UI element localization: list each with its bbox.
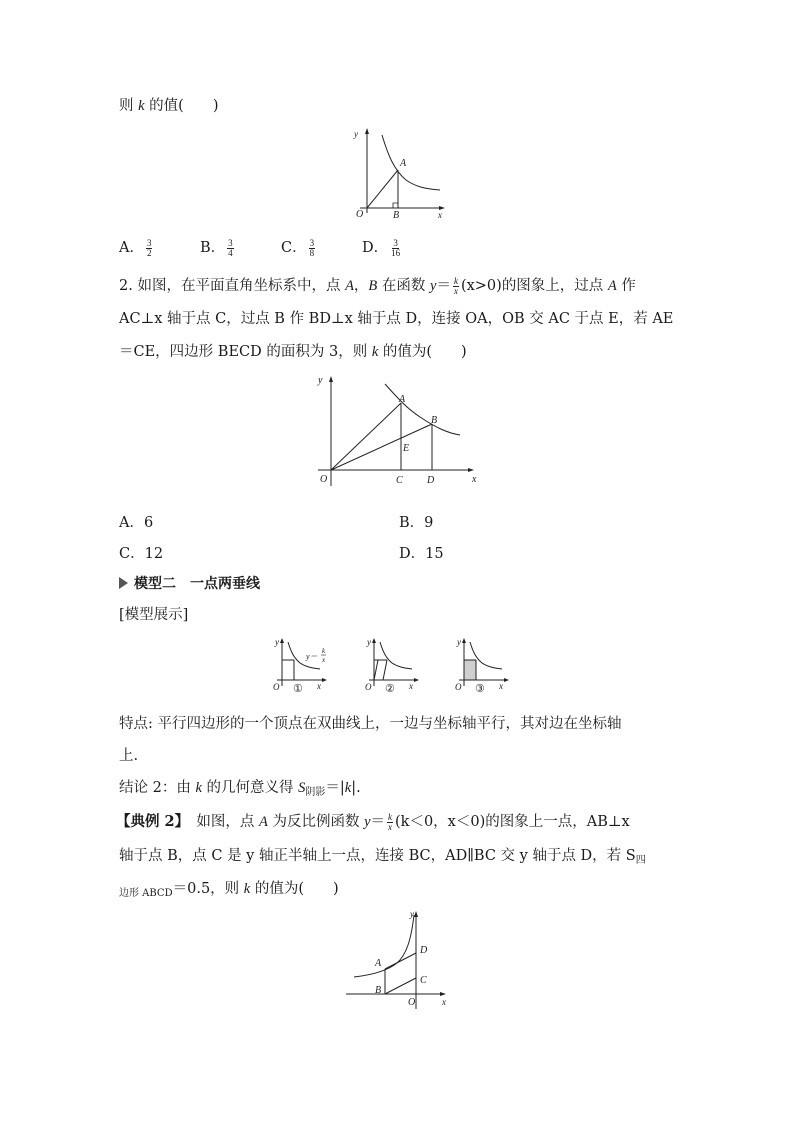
q1-fig-O: O <box>356 209 364 220</box>
ex2-var-A: A <box>259 814 268 830</box>
fig2-O: O <box>365 682 372 692</box>
q2-option-c: C．12 <box>119 546 164 562</box>
frac-num: 3 <box>393 237 398 248</box>
circle-2: ② <box>385 683 395 695</box>
q1-option-d-label: D． <box>362 240 389 256</box>
fig1-eq-x: x <box>322 656 326 664</box>
frac-den: x <box>388 821 393 832</box>
q2-fig-C: C <box>396 475 403 486</box>
ex2-line-3 <box>119 879 339 904</box>
q2-line-2: AC⊥x 轴于点 C，过点 B 作 BD⊥x 轴于点 D，连接 OA，OB 交 AC 于点 E，若 AE <box>119 311 674 327</box>
frac-den: 4 <box>228 247 233 258</box>
ex2-text: 如图，点 <box>181 814 259 830</box>
q2-text: ＝CE，四边形 BECD 的面积为 3，则 <box>119 344 372 360</box>
q1-option-a-label: A． <box>119 240 144 256</box>
q1-question-tail <box>119 96 218 116</box>
conclusion-text: |. <box>351 780 361 796</box>
q2-text: 作 <box>616 278 636 294</box>
model2-title-text: 模型二 一点两垂线 <box>134 576 260 592</box>
fig2-x: x <box>409 681 413 691</box>
model2-title <box>119 574 260 594</box>
ex2-line-1 <box>116 812 630 832</box>
q2-text: 在函数 <box>377 278 430 294</box>
ex2-fig-x: x <box>442 997 446 1007</box>
ex2-sub: 四 <box>635 855 646 866</box>
frac-num: k <box>453 275 458 286</box>
q2-option-b: B．9 <box>399 515 434 531</box>
q1-tail-prefix: 则 <box>119 98 139 114</box>
frac-num: 3 <box>309 237 315 248</box>
fig1-x: x <box>317 681 321 691</box>
q1-tail-var: k <box>138 98 145 114</box>
ex2-text: AB⊥x <box>586 814 630 830</box>
q2-fig-x: x <box>472 474 477 485</box>
q2-comma: ， <box>353 278 369 294</box>
conclusion-var-k: k <box>344 780 352 796</box>
q2-text: 2. 如图，在平面直角坐标系中，点 <box>119 278 346 294</box>
q2-var-B: B <box>368 278 378 294</box>
ex2-fig-O: O <box>408 997 416 1008</box>
q1-option-b-frac <box>227 239 234 258</box>
q2-eq: ＝ <box>436 278 451 294</box>
q1-option-b-label: B． <box>200 240 226 256</box>
q1-option-c-frac <box>309 239 316 258</box>
ex2-text: 的值为( ) <box>250 881 339 897</box>
ex2-text: 轴于点 B，点 C 是 y 轴正半轴上一点，连接 BC，AD∥BC 交 y 轴于点 D，若 S <box>119 848 636 864</box>
q2-fig-E: E <box>403 443 410 454</box>
ex2-cond: (k＜0，x＜0) <box>395 814 486 830</box>
ex2-fig-C: C <box>420 975 427 986</box>
ex2-var-k: k <box>243 881 251 897</box>
ex2-fig-D: D <box>420 945 428 956</box>
q1-option-c <box>281 238 317 258</box>
fig3-y: y <box>457 637 461 647</box>
ex2-text: 为反比例函数 <box>267 814 365 830</box>
q2-fig-D: D <box>427 475 435 486</box>
q2-text: 的值为( ) <box>378 344 467 360</box>
q2-var-A: A <box>345 278 354 294</box>
model2-show: [模型展示] <box>119 607 189 623</box>
q2-frac <box>453 277 459 296</box>
frac-den: 2 <box>146 247 152 258</box>
q1-option-d <box>362 238 403 258</box>
q1-option-d-frac <box>390 239 401 258</box>
fig3-x: x <box>499 681 503 691</box>
frac-num: k <box>388 811 393 822</box>
q2-var-k: k <box>371 344 379 360</box>
fig1-y: y <box>275 637 279 647</box>
ex2-sub: 边形 ABCD <box>119 888 173 899</box>
fig1-eq-k: k <box>322 647 326 655</box>
q1-fig-A: A <box>400 158 407 169</box>
fig2-y: y <box>367 637 371 647</box>
frac-num: 3 <box>228 237 233 248</box>
q1-option-c-label: C． <box>281 240 307 256</box>
conclusion-text: 的几何意义得 <box>201 780 299 796</box>
q1-tail-suffix: 的值( ) <box>144 98 219 114</box>
q1-fig-y: y <box>354 129 358 139</box>
model2-feature-line-2: 上. <box>119 748 139 764</box>
frac-den: 16 <box>391 247 401 258</box>
q2-option-d: D．15 <box>399 546 444 562</box>
q2-text: 的图象上，过点 <box>501 278 608 294</box>
circle-3: ③ <box>475 683 485 695</box>
ex2-fig-y: y <box>410 909 414 919</box>
frac-den: 8 <box>309 247 315 258</box>
fig1-O: O <box>273 682 280 692</box>
play-triangle-icon <box>119 577 128 589</box>
ex2-figure <box>342 905 454 1015</box>
q2-var-A: A <box>607 278 617 294</box>
q2-fig-A: A <box>399 394 406 405</box>
q2-fig-B: B <box>431 415 438 426</box>
model-figure-1 <box>272 636 332 694</box>
q1-figure <box>340 125 450 225</box>
conclusion-var-k: k <box>195 780 202 796</box>
ex2-tag: 【典例 2】 <box>116 813 182 830</box>
q2-var-y: y <box>430 278 437 294</box>
ex2-fig-A: A <box>375 958 382 969</box>
q1-option-b <box>200 238 236 258</box>
q2-option-a: A．6 <box>119 515 154 531</box>
conclusion-text: 结论 2：由 <box>119 780 196 796</box>
q1-option-a <box>119 238 154 258</box>
frac-num: 3 <box>146 237 152 248</box>
ex2-line-2 <box>119 846 646 871</box>
model2-feature-line-1: 特点: 平行四边形的一个顶点在双曲线上，一边与坐标轴平行，其对边在坐标轴 <box>119 716 622 732</box>
ex2-var-y: y <box>364 814 371 830</box>
q1-option-a-frac <box>146 239 153 258</box>
ex2-eq: ＝ <box>370 814 386 830</box>
fig3-O: O <box>455 682 462 692</box>
q2-figure <box>310 370 485 490</box>
ex2-fig-B: B <box>375 985 382 996</box>
ex2-text: ＝0.5，则 <box>172 881 244 897</box>
model-figure-3 <box>454 636 514 694</box>
q2-line-3 <box>119 342 467 362</box>
model2-conclusion <box>119 778 361 803</box>
q2-fig-y: y <box>318 375 323 386</box>
conclusion-sub: 阴影 <box>305 787 326 798</box>
frac-den: x <box>453 285 458 296</box>
circle-1: ① <box>293 683 303 695</box>
model-figure-2 <box>364 636 424 694</box>
fig1-eq-y: y＝ <box>306 652 318 661</box>
ex2-text: 的图象上一点， <box>485 814 587 830</box>
ex2-frac <box>387 813 393 832</box>
q2-cond: (x>0) <box>460 278 502 294</box>
q2-line-1 <box>119 276 636 296</box>
q2-fig-O: O <box>320 474 328 485</box>
q1-fig-B: B <box>393 210 400 221</box>
conclusion-var-S: S <box>298 780 306 796</box>
q1-fig-x: x <box>438 210 442 220</box>
conclusion-text: ＝| <box>325 780 345 796</box>
